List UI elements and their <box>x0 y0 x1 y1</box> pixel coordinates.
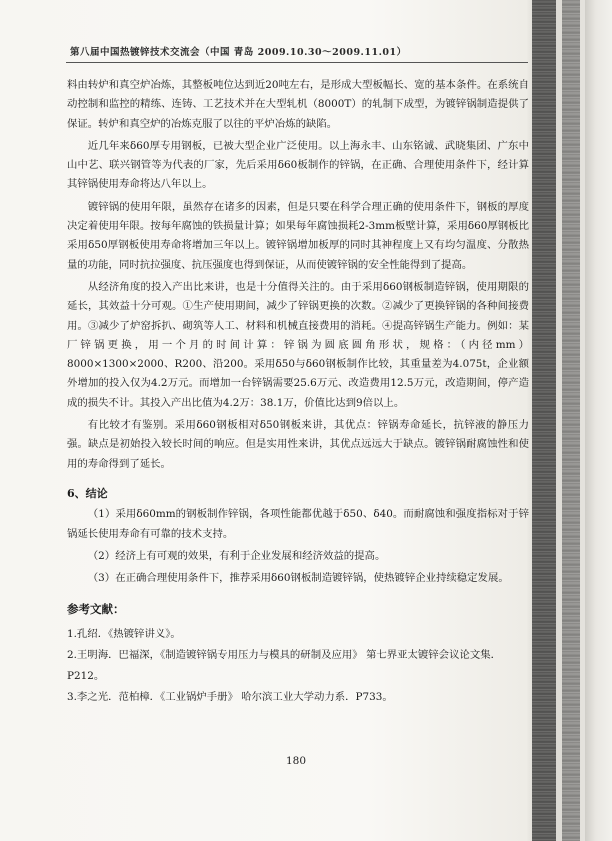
body-paragraph-3: 镀锌锅的使用年限，虽然存在诸多的因素，但是只要在科学合理正确的使用条件下，钢板的厚度决定着使用年限。按每年腐蚀的铁损量计算；如果每年腐蚀损耗2-3mm板壁计算，采用δ60厚钢板比采用δ50厚钢板使用寿命将增加三年以上。镀锌锅增加板厚的同时其神程度上又有均匀温度、分散热量的功能，同时抗拉强度、抗压强度也得到保证，从而使镀锌锅的安全性能得到了提高。 <box>67 200 529 271</box>
conclusion-item-1: （1）采用δ60mm的钢板制作锌锅，各项性能都优越于δ50、δ40。而耐腐蚀和强度指标对于锌锅延长使用寿命有可靠的技术支持。 <box>67 508 529 540</box>
body-paragraph-4: 从经济角度的投入产出比来讲，也是十分值得关注的。由于采用δ60钢板制造锌锅，使用期限的延长，其效益十分可观。①生产使用期间，减少了锌锅更换的次数。②减少了更换锌锅的各种间接费用。③减少了炉窑拆扒、砌筑等人工、材料和机械直接费用的消耗。④提高锌锅生产能力。例如：某厂锌锅更换，用一个月的时间计算：锌锅为圆底圆角形状，规格：（内径mm）8000×1300×2000、R200、沿200。采用δ50与δ60钢板制作比较，其重量差为4.075t，企业额外增加的投入仅为4.2万元。而增加一台锌锅需要25.6万元、改造费用12.5万元，改造期间，停产造成的损失不计。其投入产出比值为4.2万：38.1万，价值比达到9倍以上。 <box>67 280 529 409</box>
conclusion-heading: 6、结论 <box>67 486 108 500</box>
page-number: 180 <box>286 755 307 767</box>
body-paragraph-1: 料由转炉和真空炉冶炼，其整板吨位达到近20吨左右，是形成大型板幅长、宽的基本条件。在系统自动控制和监控的精练、连铸、工艺技术并在大型轧机（8000T）的轧制下成型，为镀锌锅制造提供了保证。转炉和真空炉的冶炼克服了以往的平炉冶炼的缺陷。 <box>67 79 529 130</box>
conclusion-item-3: （3）在正确合理使用条件下，推荐采用δ60钢板制造镀锌锅，使热镀锌企业持续稳定发展。 <box>87 572 509 585</box>
header-divider <box>66 62 528 63</box>
body-paragraph-2: 近几年来δ60厚专用钢板，已被大型企业广泛使用。以上海永丰、山东铭诚、武晓集团、广东中山中艺、联兴钢管等为代表的厂家，先后采用δ60板制作的锌锅，在正确、合理使用条件下，经计算其锌锅使用寿命将达八年以上。 <box>67 139 529 191</box>
next-page-edge <box>585 0 612 841</box>
scan-binding-shadow-secondary <box>562 0 580 841</box>
scan-binding-shadow <box>532 0 556 841</box>
page-content <box>67 76 529 708</box>
conclusion-item-2: （2）经济上有可观的效果，有利于企业发展和经济效益的提高。 <box>87 549 386 562</box>
reference-item-3: 3.李之光．范柏樟．《工业锅炉手册》 哈尔滨工业大学动力系．P733。 <box>67 690 393 703</box>
body-paragraph-5: 有比较才有鉴别。采用δ60钢板相对δ50钢板来讲，其优点：锌锅寿命延长，抗锌液的静压力强。缺点是初始投入较长时间的响应。但是实用性来讲，其优点远远大于缺点。镀锌锅耐腐蚀性和使用的寿命得到了延长。 <box>67 419 529 470</box>
reference-item-1: 1.孔绍．《热镀锌讲义》。 <box>67 627 181 640</box>
running-header: 第八届中国热镀锌技术交流会（中国 青岛 2009.10.30～2009.11.01） <box>70 47 407 58</box>
reference-item-2: 2.王明海．巴福深，《制造镀锌锅专用压力与模具的研制及应用》 第七界亚太镀锌会议论文集．P212。 <box>67 648 502 682</box>
references-heading: 参考文献： <box>67 602 125 617</box>
